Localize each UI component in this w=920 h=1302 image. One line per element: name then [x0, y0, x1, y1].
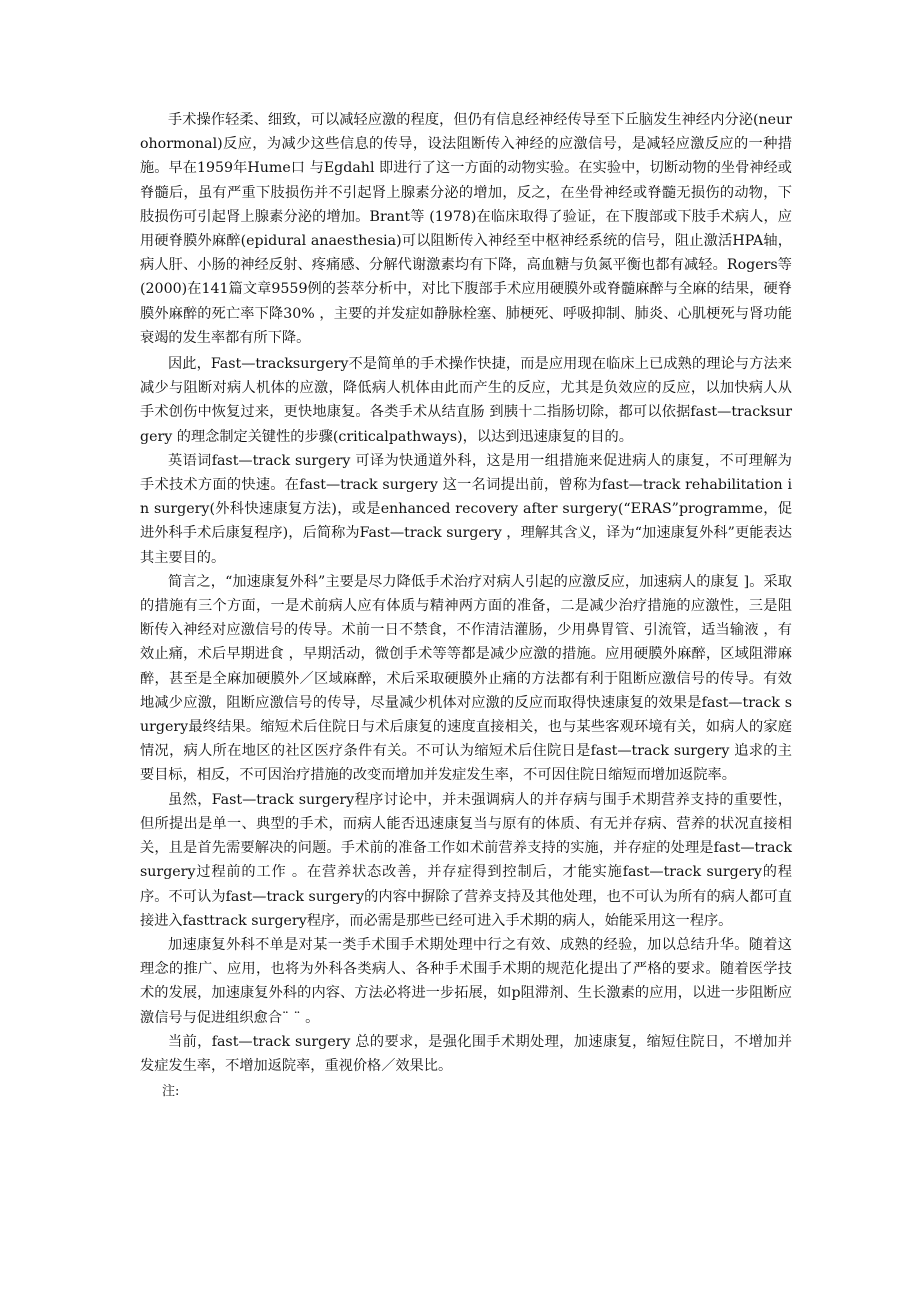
note-label: 注:	[162, 1084, 180, 1100]
paragraph-6: 加速康复外科不单是对某一类手术围手术期处理中行之有效、成熟的经验，加以总结升华。随着这理念的推广、应用，也将为外科各类病人、各种手术围手术期的规范化提出了严格的要求。随着医学技术的发展，加速康复外科的内容、方法必将进一步拓展，如p阻滞剂、生长激素的应用，以进一步阻断应激信号与促进组织愈合¨ ¨ 。	[140, 936, 792, 1026]
paragraph-3: 英语词fast—track surgery 可译为快通道外科，这是用一组措施来促进病人的康复，不可理解为手术技术方面的快速。在fast—track surgery 这一名词提出前，曾称为fast—track rehabilitation in surgery(外科快速康复方法)，或是enhanced recovery after surgery(“ERAS”programme，促进外科手术后康复程序)，后简称为Fast—track surgery ，理解其含义，译为“加速康复外科”更能表达其主要目的。	[140, 452, 792, 566]
document-body	[140, 108, 792, 1104]
paragraph-7: 当前，fast—track surgery 总的要求，是强化围手术期处理，加速康复，缩短住院日，不增加并发症发生率，不增加返院率，重视价格／效果比。	[140, 1033, 792, 1074]
paragraph-4: 简言之，“加速康复外科”主要是尽力降低手术治疗对病人引起的应激反应，加速病人的康复 ]。采取的措施有三个方面，一是术前病人应有体质与精神两方面的准备，二是减少治疗措施的应激性，三是阻断传入神经对应激信号的传导。术前一日不禁食，不作清洁灌肠，少用鼻胃管、引流管，适当输液 ，有效止痛，术后早期进食 ，早期活动，微创手术等等都是减少应激的措施。应用硬膜外麻醉，区域阻滞麻醉，甚至是全麻加硬膜外／区域麻醉，术后采取硬膜外止痛的方法都有利于阻断应激信号的传导。有效地减少应激，阻断应激信号的传导，尽量减少机体对应激的反应而取得快速康复的效果是fast—track surgery最终结果。缩短术后住院日与术后康复的速度直接相关，也与某些客观环境有关，如病人的家庭情况，病人所在地区的社区医疗条件有关。不可认为缩短术后住院日是fast—track surgery 追求的主要目标，相反，不可因治疗措施的改变而增加并发症发生率，不可因住院日缩短而增加返院率。	[140, 573, 792, 784]
paragraph-5: 虽然，Fast—track surgery程序讨论中，并未强调病人的并存病与围手术期营养支持的重要性，但所提出是单一、典型的手术，而病人能否迅速康复当与原有的体质、有无并存病、营养的状况直接相关，且是首先需要解决的问题。手术前的准备工作如术前营养支持的实施，并存症的处理是fast—track surgery过程前的工作 。在营养状态改善，并存症得到控制后，才能实施fast—track surgery的程序。不可认为fast—track surgery的内容中摒除了营养支持及其他处理，也不可认为所有的病人都可直接进入fasttrack surgery程序，而必需是那些已经可进入手术期的病人，始能采用这一程序。	[140, 791, 792, 929]
paragraph-1: 手术操作轻柔、细致，可以减轻应激的程度，但仍有信息经神经传导至下丘脑发生神经内分泌(neurohormonal)反应，为减少这些信息的传导，设法阻断传入神经的应激信号，是减轻应激反应的一种措施。早在1959年Hume口 与Egdahl 即进行了这一方面的动物实验。在实验中，切断动物的坐骨神经或脊髓后，虽有严重下肢损伤并不引起肾上腺素分泌的增加，反之，在坐骨神经或脊髓无损伤的动物，下肢损伤可引起肾上腺素分泌的增加。Brant等 (1978)在临床取得了验证，在下腹部或下肢手术病人，应用硬脊膜外麻醉(epidural anaesthesia)可以阻断传入神经至中枢神经系统的信号，阻止激活HPA轴，病人肝、小肠的神经反射、疼痛感、分解代谢激素均有下降，高血糖与负氮平衡也都有减轻。Rogers等 (2000)在141篇文章9559例的荟萃分析中，对比下腹部手术应用硬膜外或脊髓麻醉与全麻的结果，硬脊膜外麻醉的死亡率下降30% ，主要的并发症如静脉栓塞、肺梗死、呼吸抑制、肺炎、心肌梗死与肾功能衰竭的发生率都有所下降。	[140, 112, 792, 346]
paragraph-2: 因此，Fast—tracksurgery不是简单的手术操作快捷，而是应用现在临床上已成熟的理论与方法来减少与阻断对病人机体的应激，降低病人机体由此而产生的反应，尤其是负效应的反应，以加快病人从手术创伤中恢复过来，更快地康复。各类手术从结直肠 到胰十二指肠切除，都可以依据fast—tracksurgery 的理念制定关键性的步骤(criticalpathways)，以达到迅速康复的目的。	[140, 356, 792, 445]
